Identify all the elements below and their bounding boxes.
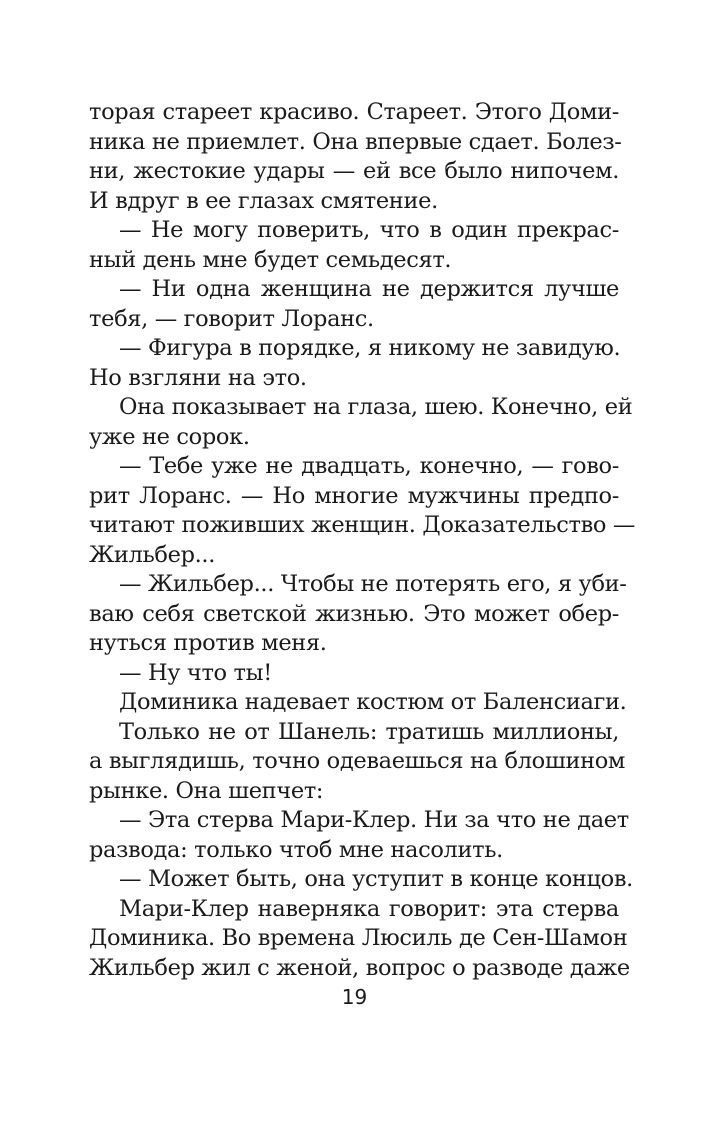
page-number: 19 xyxy=(341,985,368,1009)
text-line: торая стареет красиво. Стареет. Этого Доми- xyxy=(89,99,619,125)
text-line: а выглядишь, точно одеваешься на блошином xyxy=(89,748,626,774)
text-line: — Фигура в порядке, я никому не завидую. xyxy=(119,335,621,361)
text-line: — Тебе уже не двадцать, конечно, — гово- xyxy=(119,453,619,479)
text-line: И вдруг в ее глазах смятение. xyxy=(89,187,438,214)
text-line: Мари-Клер наверняка говорит: эта стерва xyxy=(119,895,619,922)
text-line: Она показывает на глаза, шею. Конечно, ей xyxy=(119,394,633,420)
text-line: Доминика. Во времена Люсиль де Сен-Шамон xyxy=(89,925,628,951)
text-line: развода: только чтоб мне насолить. xyxy=(89,836,503,863)
text-line: ника не приемлет. Она впервые сдает. Болез- xyxy=(89,128,622,155)
text-line: Жильбер... xyxy=(89,541,216,568)
text-line: уже не сорок. xyxy=(89,423,250,450)
text-line: ваю себя светской жизнью. Это может обер- xyxy=(89,600,619,627)
text-line: Только не от Шанель: тратишь миллионы, xyxy=(119,718,619,745)
text-line: ный день мне будет семьдесят. xyxy=(89,246,452,273)
text-line: читают поживших женщин. Доказательство — xyxy=(89,512,636,538)
text-line: — Ни одна женщина не держится лучше xyxy=(119,276,619,302)
text-line: ни, жестокие удары — ей все было нипочем. xyxy=(89,158,619,184)
text-line: — Эта стерва Мари-Клер. Ни за что не дает xyxy=(119,807,629,833)
text-line: Жильбер жил с женой, вопрос о разводе даже xyxy=(89,954,630,981)
text-line: нуться против меня. xyxy=(89,630,327,656)
text-line: — Может быть, она уступит в конце концов. xyxy=(119,866,633,892)
text-line: — Жильбер... Чтобы не потерять его, я уби- xyxy=(119,571,627,597)
text-line: Но взгляни на это. xyxy=(89,364,307,391)
text-line: Доминика надевает костюм от Баленсиаги. xyxy=(119,689,627,715)
text-line: — Не могу поверить, что в один прекрас- xyxy=(119,217,619,243)
text-line: рит Лоранс. — Но многие мужчины предпо- xyxy=(89,482,619,509)
text-line: рынке. Она шепчет: xyxy=(89,777,324,804)
page-body-text xyxy=(89,98,636,983)
text-line: тебя, — говорит Лоранс. xyxy=(89,305,374,332)
text-line: — Ну что ты! xyxy=(119,659,272,686)
